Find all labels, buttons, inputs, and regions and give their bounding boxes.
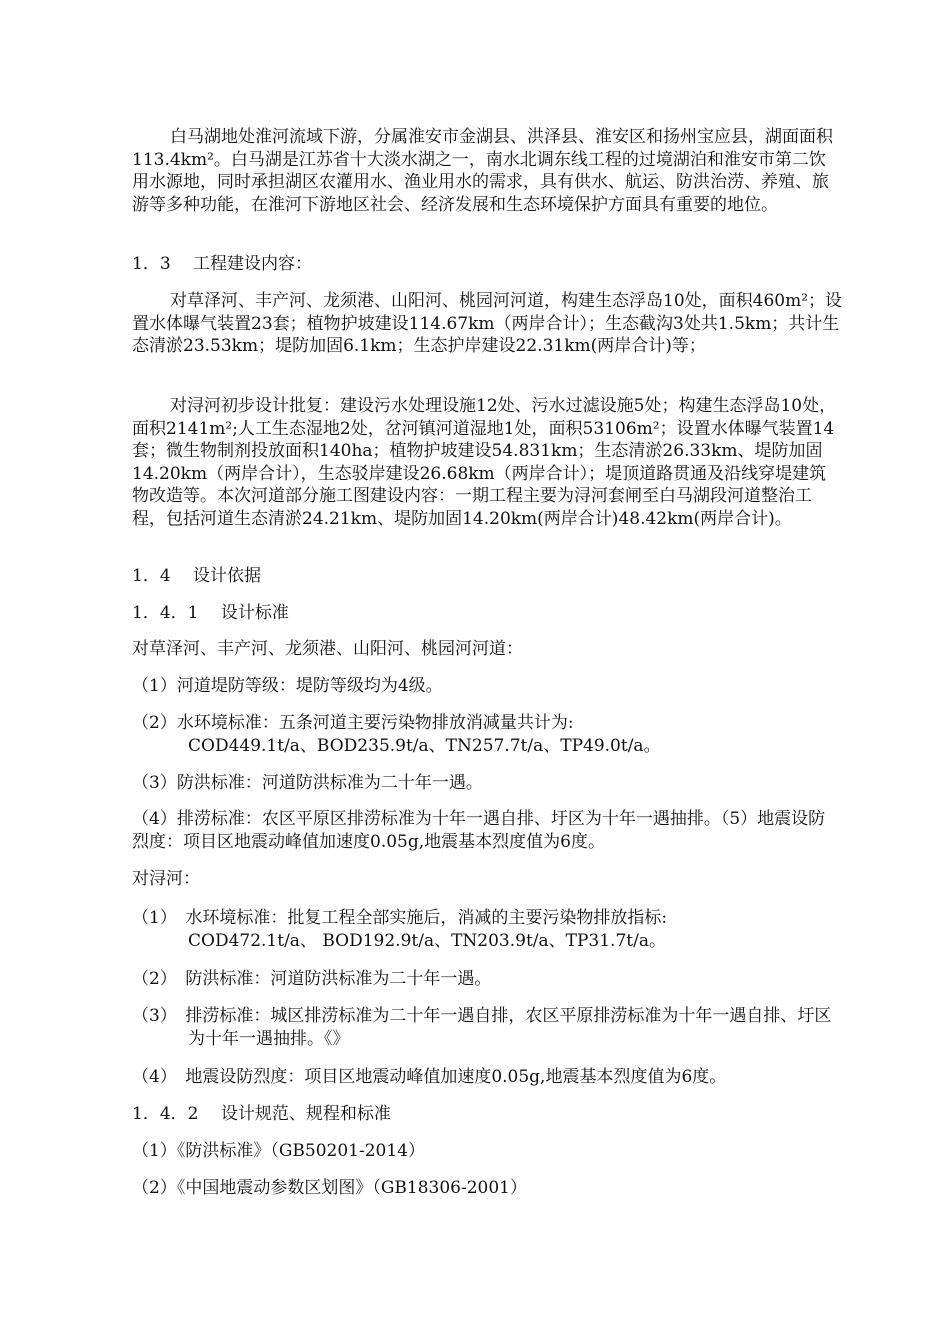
five-rivers-item-1: （1）河道堤防等级：堤防等级均为4级。 <box>132 676 443 696</box>
xun-river-item-1 <box>132 907 842 952</box>
paragraph-five-rivers-works: 对草泽河、丰产河、龙须港、山阳河、桃园河河道，构建生态浮岛10处，面积460m²；设置水体曝气装置23套；植物护坡建设114.67km（两岸合计）；生态截沟3处共1.5km；共计生态清淤23.53km；堤防加固6.1km；生态护岸建设22.31km(两岸合计)等； <box>132 291 843 356</box>
xun-river-item-3 <box>132 1005 842 1050</box>
xun-river-item-1-text: （1） 水环境标准：批复工程全部实施后，消减的主要污染物排放指标: <box>132 908 668 928</box>
xun-river-item-2: （2） 防洪标准：河道防洪标准为二十年一遇。 <box>132 969 492 989</box>
five-rivers-item-4: （4）排涝标准：农区平原区排涝标准为十年一遇自排、圩区为十年一遇抽排。（5）地震设防烈度：项目区地震动峰值加速度0.05g,地震基本烈度值为6度。 <box>132 809 826 852</box>
paragraph-xun-river-works: 对浔河初步设计批复：建设污水处理设施12处、污水过滤设施5处；构建生态浮岛10处，面积2141m²;人工生态湿地2处，岔河镇河道湿地1处，面积53106m²；设置水体曝气装置14套；微生物制剂投放面积140ha；植物护坡建设54.831km；生态清淤26.33km、堤防加固14.20km（两岸合计），生态驳岸建设26.68km（两岸合计）；堤顶道路贯通及沿线穿堤建筑物改造等。本次河道部分施工图建设内容：一期工程主要为浔河套闸至白马湖段河道整治工程，包括河道生态清淤24.21km、堤防加固14.20km(两岸合计)48.42km(两岸合计)。 <box>132 396 837 529</box>
five-rivers-item-2-values: COD449.1t/a、BOD235.9t/a、TN257.7t/a、TP49.0t/a。 <box>188 735 661 756</box>
xun-river-item-1-values: COD472.1t/a、 BOD192.9t/a、TN203.9t/a、TP31.7t/a。 <box>188 930 666 951</box>
xun-river-standards-title: 对浔河： <box>132 869 200 889</box>
paragraph-baima-lake: 白马湖地处淮河流域下游，分属淮安市金湖县、洪泽县、淮安区和扬州宝应县，湖面面积113.4km²。白马湖是江苏省十大淡水湖之一，南水北调东线工程的过境湖泊和淮安市第二饮用水源地，同时承担湖区农灌用水、渔业用水的需求，具有供水、航运、防洪治涝、养殖、旅游等多种功能，在淮河下游地区社会、经济发展和生态环境保护方面具有重要的地位。 <box>132 127 833 215</box>
five-rivers-item-3: （3）防洪标准：河道防洪标准为二十年一遇。 <box>132 773 483 793</box>
heading-1-4: 1．4 设计依据 <box>132 566 262 586</box>
heading-1-4-2: 1．4．2 设计规范、规程和标准 <box>132 1104 391 1124</box>
xun-river-item-3-text: （3） 排涝标准：城区排涝标准为二十年一遇自排，农区平原排涝标准为十年一遇自排、圩区为十年一遇抽排。《》 <box>132 1006 832 1049</box>
reference-item-1: （1）《防洪标准》（GB50201-2014） <box>132 1141 425 1161</box>
reference-item-2: （2）《中国地震动参数区划图》（GB18306-2001） <box>132 1178 527 1198</box>
five-rivers-item-2 <box>132 712 842 757</box>
xun-river-item-4: （4） 地震设防烈度：项目区地震动峰值加速度0.05g,地震基本烈度值为6度。 <box>132 1067 727 1087</box>
five-rivers-standards-title: 对草泽河、丰产河、龙须港、山阳河、桃园河河道： <box>132 639 523 659</box>
heading-1-4-1: 1．4．1 设计标准 <box>132 603 289 623</box>
heading-1-3: 1．3 工程建设内容： <box>132 254 313 274</box>
five-rivers-item-2-text: （2）水环境标准：五条河道主要污染物排放消减量共计为: <box>132 713 574 733</box>
